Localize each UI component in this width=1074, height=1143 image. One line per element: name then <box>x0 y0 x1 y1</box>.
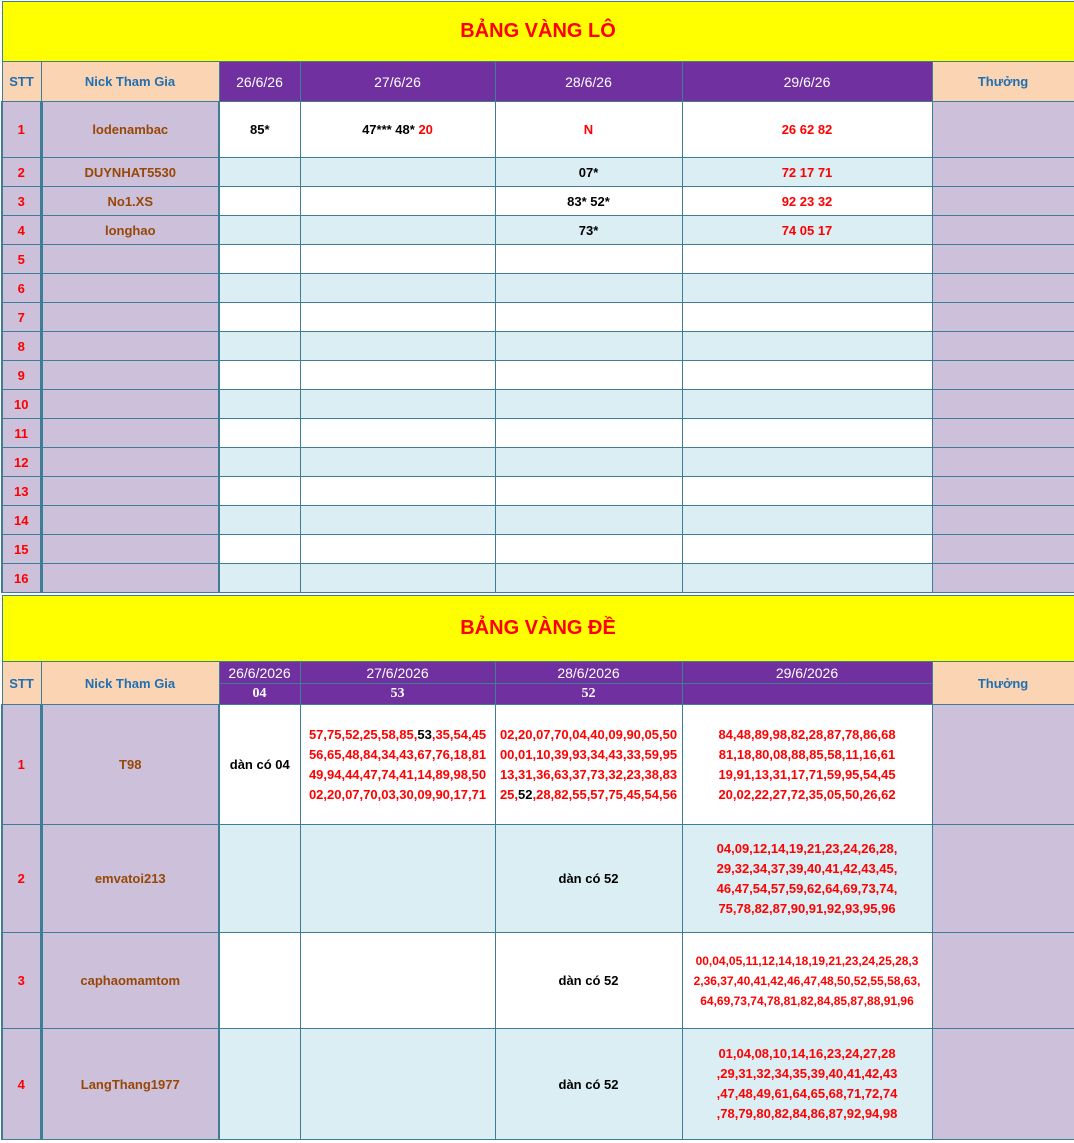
lo-row-reward <box>932 187 1074 216</box>
lo-row-d1 <box>219 535 300 564</box>
lo-row-d4 <box>682 535 932 564</box>
lo-row-reward <box>932 477 1074 506</box>
lo-row-reward <box>932 448 1074 477</box>
lo-row-stt: 12 <box>2 448 41 477</box>
lo-row-stt: 4 <box>2 216 41 245</box>
lo-row-d2 <box>300 564 495 593</box>
lo-row-stt: 14 <box>2 506 41 535</box>
lo-row-d3 <box>495 274 682 303</box>
lo-row-nick <box>41 419 219 448</box>
lo-row-d1 <box>219 390 300 419</box>
de-header-reward: Thưởng <box>932 662 1074 705</box>
lo-row-reward <box>932 245 1074 274</box>
de-row-nick: LangThang1977 <box>41 1029 219 1140</box>
lo-row-d4: 74 05 17 <box>682 216 932 245</box>
de-number-line: 56,65,48,84,34,43,67,76,18,81 <box>308 746 487 762</box>
de-row-reward <box>932 705 1074 825</box>
de-number-line: 81,18,80,08,88,85,58,11,16,61 <box>718 746 896 762</box>
lo-row-d1: 85* <box>219 102 300 158</box>
de-row-reward <box>932 933 1074 1029</box>
de-result-d3: 52 <box>495 684 682 705</box>
lo-row-d2 <box>300 448 495 477</box>
lo-row-nick: lodenambac <box>41 102 219 158</box>
de-header-d4: 29/6/2026 <box>682 662 932 684</box>
lo-row-d2 <box>300 216 495 245</box>
lo-row-d3 <box>495 506 682 535</box>
lo-row-d2 <box>300 303 495 332</box>
lo-row-d3 <box>495 332 682 361</box>
de-row-d3: dàn có 52 <box>495 933 682 1029</box>
lo-row-nick <box>41 303 219 332</box>
de-row-d4 <box>682 705 932 825</box>
lo-row-d4 <box>682 361 932 390</box>
lo-header-nick: Nick Tham Gia <box>41 62 219 102</box>
lo-row-d2 <box>300 419 495 448</box>
de-header-stt: STT <box>2 662 41 705</box>
de-row-d4 <box>682 825 932 933</box>
lo-row-d2 <box>300 102 495 158</box>
lo-row-d4 <box>682 274 932 303</box>
lo-row-d4: 26 62 82 <box>682 102 932 158</box>
lo-row-d4: 72 17 71 <box>682 158 932 187</box>
de-number-line: 25, <box>499 786 519 802</box>
de-number-line: 00,01,10,39,93,34,43,33,59,95 <box>499 746 678 762</box>
de-number-line: 49,94,44,47,74,41,14,89,98,50 <box>308 766 487 782</box>
lo-row-d1 <box>219 477 300 506</box>
de-number-line: 00,04,05,11,12,14,18,19,21,23,24,25,28,3 <box>695 953 919 968</box>
de-row-d2 <box>300 705 495 825</box>
de-row-d4 <box>682 933 932 1029</box>
lo-row-reward <box>932 506 1074 535</box>
de-title: BẢNG VÀNG ĐỀ <box>2 596 1074 662</box>
lo-row-d4 <box>682 390 932 419</box>
lo-row-d3 <box>495 477 682 506</box>
lo-row-d2 <box>300 506 495 535</box>
de-number-line: 13,31,36,63,37,73,32,23,38,83 <box>499 766 678 782</box>
lo-row-d2 <box>300 535 495 564</box>
lo-row-d3: N <box>495 102 682 158</box>
lo-table <box>1 1 1074 593</box>
de-row-stt: 1 <box>2 705 41 825</box>
lo-row-d4 <box>682 303 932 332</box>
lo-header-d4: 29/6/26 <box>682 62 932 102</box>
lo-row-reward <box>932 332 1074 361</box>
lo-row-reward <box>932 390 1074 419</box>
lo-pick-red: 20 <box>418 122 433 137</box>
lo-row-d2 <box>300 477 495 506</box>
de-number-line: ,35,54,45 <box>431 726 487 742</box>
lo-row-stt: 2 <box>2 158 41 187</box>
lo-row-nick <box>41 245 219 274</box>
de-row-d2 <box>300 933 495 1029</box>
lo-row-d3 <box>495 419 682 448</box>
de-row-d1 <box>219 933 300 1029</box>
lo-row-stt: 16 <box>2 564 41 593</box>
de-number-line: 02,20,07,70,03,30,09,90,17,71 <box>308 786 487 802</box>
de-row-stt: 2 <box>2 825 41 933</box>
lo-row-d3: 83* 52* <box>495 187 682 216</box>
de-number-line: 46,47,54,57,59,62,64,69,73,74, <box>716 880 898 896</box>
lo-pick-black: 47*** 48* <box>362 122 419 137</box>
lo-row-d4 <box>682 564 932 593</box>
de-number-line: 19,91,13,31,17,71,59,95,54,45 <box>718 766 896 782</box>
lo-row-nick <box>41 535 219 564</box>
lo-row-d3 <box>495 361 682 390</box>
lo-row-reward <box>932 158 1074 187</box>
lo-row-d1 <box>219 245 300 274</box>
de-number-line: 57,75,52,25,58,85, <box>308 726 418 742</box>
lo-row-nick <box>41 332 219 361</box>
de-row-stt: 3 <box>2 933 41 1029</box>
lo-row-reward <box>932 274 1074 303</box>
lo-title: BẢNG VÀNG LÔ <box>2 2 1074 62</box>
lo-header-d2: 27/6/26 <box>300 62 495 102</box>
lo-row-stt: 11 <box>2 419 41 448</box>
lo-row-d1 <box>219 274 300 303</box>
lo-row-d2 <box>300 245 495 274</box>
lo-row-stt: 3 <box>2 187 41 216</box>
lo-row-d3 <box>495 303 682 332</box>
lo-row-d2 <box>300 361 495 390</box>
lo-row-d1 <box>219 216 300 245</box>
de-header-d2: 27/6/2026 <box>300 662 495 684</box>
de-header-d3: 28/6/2026 <box>495 662 682 684</box>
de-number-line: 84,48,89,98,82,28,87,78,86,68 <box>718 726 896 742</box>
lo-row-d4 <box>682 477 932 506</box>
lo-row-d1 <box>219 361 300 390</box>
lo-row-stt: 5 <box>2 245 41 274</box>
lo-row-reward <box>932 102 1074 158</box>
de-row-d2 <box>300 1029 495 1140</box>
lo-row-d1 <box>219 158 300 187</box>
lo-header-d1: 26/6/26 <box>219 62 300 102</box>
lo-row-d1 <box>219 564 300 593</box>
de-number-line: ,47,48,49,61,64,65,68,71,72,74 <box>716 1086 898 1101</box>
de-number-line: ,29,31,32,34,35,39,40,41,42,43 <box>716 1066 898 1081</box>
lo-row-d1 <box>219 332 300 361</box>
de-result-d2: 53 <box>300 684 495 705</box>
de-row-reward <box>932 825 1074 933</box>
lo-row-d3 <box>495 564 682 593</box>
lo-row-reward <box>932 419 1074 448</box>
de-table <box>1 595 1074 1140</box>
de-result-d1: 04 <box>219 684 300 705</box>
lo-row-nick <box>41 564 219 593</box>
de-number-line: 64,69,73,74,78,81,82,84,85,87,88,91,96 <box>700 993 914 1008</box>
lo-row-d2 <box>300 390 495 419</box>
lo-row-nick: longhao <box>41 216 219 245</box>
lo-row-d3: 73* <box>495 216 682 245</box>
de-row-d3 <box>495 705 682 825</box>
lo-row-d4 <box>682 245 932 274</box>
de-row-d2 <box>300 825 495 933</box>
de-row-nick: emvatoi213 <box>41 825 219 933</box>
lo-row-stt: 10 <box>2 390 41 419</box>
lo-row-d2 <box>300 187 495 216</box>
lo-row-nick <box>41 390 219 419</box>
lo-row-d2 <box>300 332 495 361</box>
de-header-nick: Nick Tham Gia <box>41 662 219 705</box>
lo-header-reward: Thưởng <box>932 62 1074 102</box>
de-result-d4 <box>682 684 932 705</box>
lo-row-d4 <box>682 506 932 535</box>
de-number-line: 20,02,22,27,72,35,05,50,26,62 <box>718 786 896 802</box>
lo-row-nick <box>41 274 219 303</box>
lo-row-reward <box>932 303 1074 332</box>
de-number-line: 04,09,12,14,19,21,23,24,26,28, <box>716 840 898 856</box>
lo-row-reward <box>932 361 1074 390</box>
lo-row-d1 <box>219 187 300 216</box>
de-number-hit: 52 <box>518 786 533 802</box>
de-header-d1: 26/6/2026 <box>219 662 300 684</box>
lo-row-d4: 92 23 32 <box>682 187 932 216</box>
lo-row-d1 <box>219 303 300 332</box>
de-row-nick: caphaomamtom <box>41 933 219 1029</box>
lo-row-d3 <box>495 535 682 564</box>
lo-row-d4 <box>682 419 932 448</box>
de-row-d1 <box>219 1029 300 1140</box>
lo-row-d3 <box>495 390 682 419</box>
lo-row-stt: 9 <box>2 361 41 390</box>
lo-row-nick <box>41 506 219 535</box>
de-number-line: 75,78,82,87,90,91,92,93,95,96 <box>718 900 896 916</box>
de-row-d3: dàn có 52 <box>495 825 682 933</box>
de-number-hit: 53 <box>417 726 432 742</box>
de-row-d1 <box>219 825 300 933</box>
lo-row-d3 <box>495 245 682 274</box>
lo-row-d3 <box>495 448 682 477</box>
lo-row-stt: 15 <box>2 535 41 564</box>
lo-row-d2 <box>300 274 495 303</box>
lo-header-d3: 28/6/26 <box>495 62 682 102</box>
de-row-nick: T98 <box>41 705 219 825</box>
lo-row-stt: 1 <box>2 102 41 158</box>
lo-row-stt: 8 <box>2 332 41 361</box>
lo-row-d4 <box>682 448 932 477</box>
de-number-line: 01,04,08,10,14,16,23,24,27,28 <box>718 1046 896 1061</box>
lo-row-d1 <box>219 419 300 448</box>
lo-row-nick: DUYNHAT5530 <box>41 158 219 187</box>
de-row-d4 <box>682 1029 932 1140</box>
lo-row-reward <box>932 564 1074 593</box>
lo-row-nick <box>41 477 219 506</box>
lo-row-stt: 6 <box>2 274 41 303</box>
lo-row-reward <box>932 535 1074 564</box>
lo-header-stt: STT <box>2 62 41 102</box>
de-number-line: 02,20,07,70,04,40,09,90,05,50 <box>499 726 678 742</box>
de-number-line: ,28,82,55,57,75,45,54,56 <box>532 786 678 802</box>
lo-row-d3: 07* <box>495 158 682 187</box>
de-row-d3: dàn có 52 <box>495 1029 682 1140</box>
lo-row-d1 <box>219 448 300 477</box>
lo-row-reward <box>932 216 1074 245</box>
de-number-line: ,78,79,80,82,84,86,87,92,94,98 <box>716 1106 898 1121</box>
lo-row-nick <box>41 361 219 390</box>
lo-row-d2 <box>300 158 495 187</box>
lo-row-d4 <box>682 332 932 361</box>
lo-row-stt: 13 <box>2 477 41 506</box>
de-row-d1: dàn có 04 <box>219 705 300 825</box>
lo-row-nick <box>41 448 219 477</box>
de-row-stt: 4 <box>2 1029 41 1140</box>
lo-row-d1 <box>219 506 300 535</box>
de-number-line: 29,32,34,37,39,40,41,42,43,45, <box>716 860 898 876</box>
lo-row-stt: 7 <box>2 303 41 332</box>
lo-row-nick: No1.XS <box>41 187 219 216</box>
de-number-line: 2,36,37,40,41,42,46,47,48,50,52,55,58,63, <box>693 973 921 988</box>
de-row-reward <box>932 1029 1074 1140</box>
